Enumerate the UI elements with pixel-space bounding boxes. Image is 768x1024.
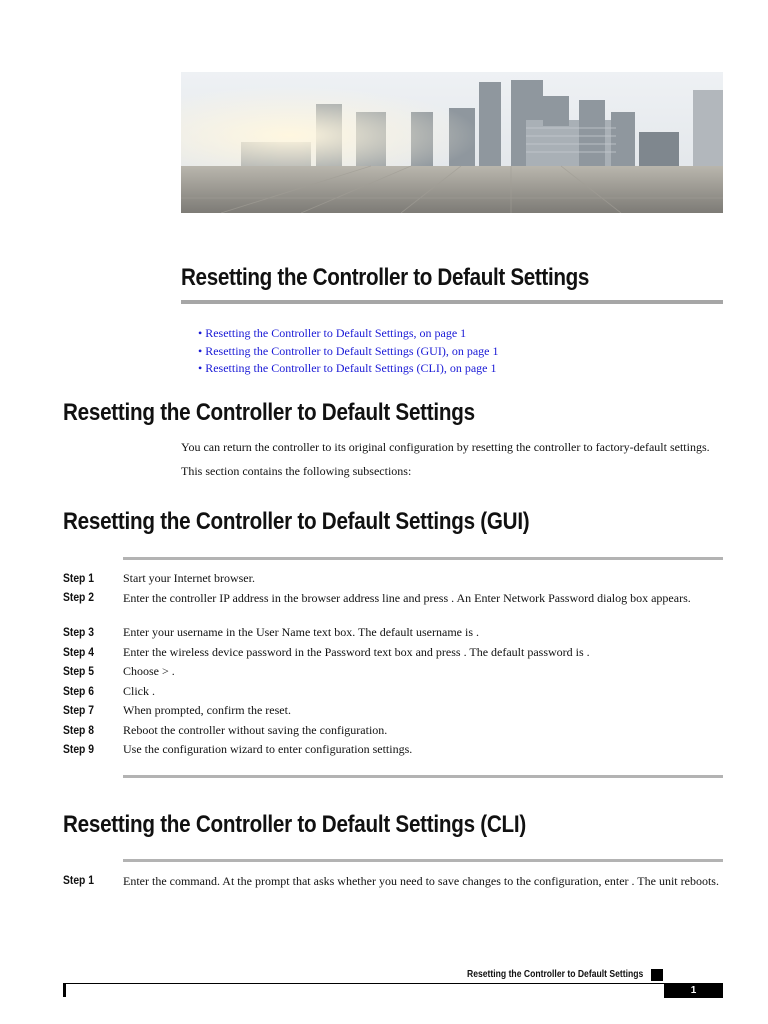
chapter-title-rule bbox=[181, 300, 723, 304]
gui-step-text: When prompted, confirm the reset. bbox=[123, 703, 291, 717]
toc-link-default-settings-cli[interactable]: • Resetting the Controller to Default Settings (CLI), on page 1 bbox=[198, 360, 498, 378]
gui-steps-bottom-rule bbox=[123, 775, 723, 778]
gui-step-label: Step 8 bbox=[63, 723, 94, 737]
intro-paragraph: You can return the controller to its original configuration by resetting the controller to factory-default settings. bbox=[181, 440, 710, 454]
gui-step-text: Use the configuration wizard to enter configuration settings. bbox=[123, 742, 413, 756]
header-skyline-image bbox=[181, 72, 723, 213]
gui-step-label: Step 7 bbox=[63, 703, 94, 717]
footer-left-tick bbox=[63, 983, 66, 997]
chapter-title: Resetting the Controller to Default Settings bbox=[181, 264, 590, 291]
gui-step-label: Step 5 bbox=[63, 664, 94, 678]
gui-step-label: Step 4 bbox=[63, 645, 94, 659]
gui-step-text: Reboot the controller without saving the configuration. bbox=[123, 723, 388, 737]
gui-step-label: Step 1 bbox=[63, 571, 94, 585]
section-heading-gui: Resetting the Controller to Default Settings (GUI) bbox=[63, 508, 530, 535]
chapter-toc bbox=[198, 325, 498, 378]
gui-step-text: Enter the wireless device password in the Password text box and press . The default password is . bbox=[123, 645, 590, 659]
page-number: 1 bbox=[664, 983, 723, 998]
gui-step-text: Enter the controller IP address in the browser address line and press . An Enter Network Password dialog box appears. bbox=[123, 591, 691, 605]
cli-steps-top-rule bbox=[123, 859, 723, 862]
gui-step-text: Enter your username in the User Name text box. The default username is . bbox=[123, 625, 479, 639]
cli-step-label: Step 1 bbox=[63, 873, 94, 887]
section-heading-intro: Resetting the Controller to Default Settings bbox=[63, 399, 475, 426]
subsections-paragraph: This section contains the following subsections: bbox=[181, 464, 412, 478]
gui-step-label: Step 3 bbox=[63, 625, 94, 639]
gui-step-label: Step 6 bbox=[63, 684, 94, 698]
footer-rule bbox=[63, 983, 723, 984]
footer-running-title: Resetting the Controller to Default Settings bbox=[467, 969, 644, 980]
gui-step-text: Click . bbox=[123, 684, 155, 698]
cli-step-text: Enter the command. At the prompt that asks whether you need to save changes to the configuration, enter . The unit reboots. bbox=[123, 874, 719, 888]
gui-step-label: Step 9 bbox=[63, 742, 94, 756]
footer-marker bbox=[651, 969, 663, 981]
gui-step-text: Choose > . bbox=[123, 664, 175, 678]
section-heading-cli: Resetting the Controller to Default Settings (CLI) bbox=[63, 811, 526, 838]
gui-step-text: Start your Internet browser. bbox=[123, 571, 255, 585]
gui-step-label: Step 2 bbox=[63, 590, 94, 604]
gui-steps-top-rule bbox=[123, 557, 723, 560]
toc-link-default-settings-gui[interactable]: • Resetting the Controller to Default Settings (GUI), on page 1 bbox=[198, 343, 498, 361]
toc-link-default-settings[interactable]: • Resetting the Controller to Default Settings, on page 1 bbox=[198, 325, 498, 343]
